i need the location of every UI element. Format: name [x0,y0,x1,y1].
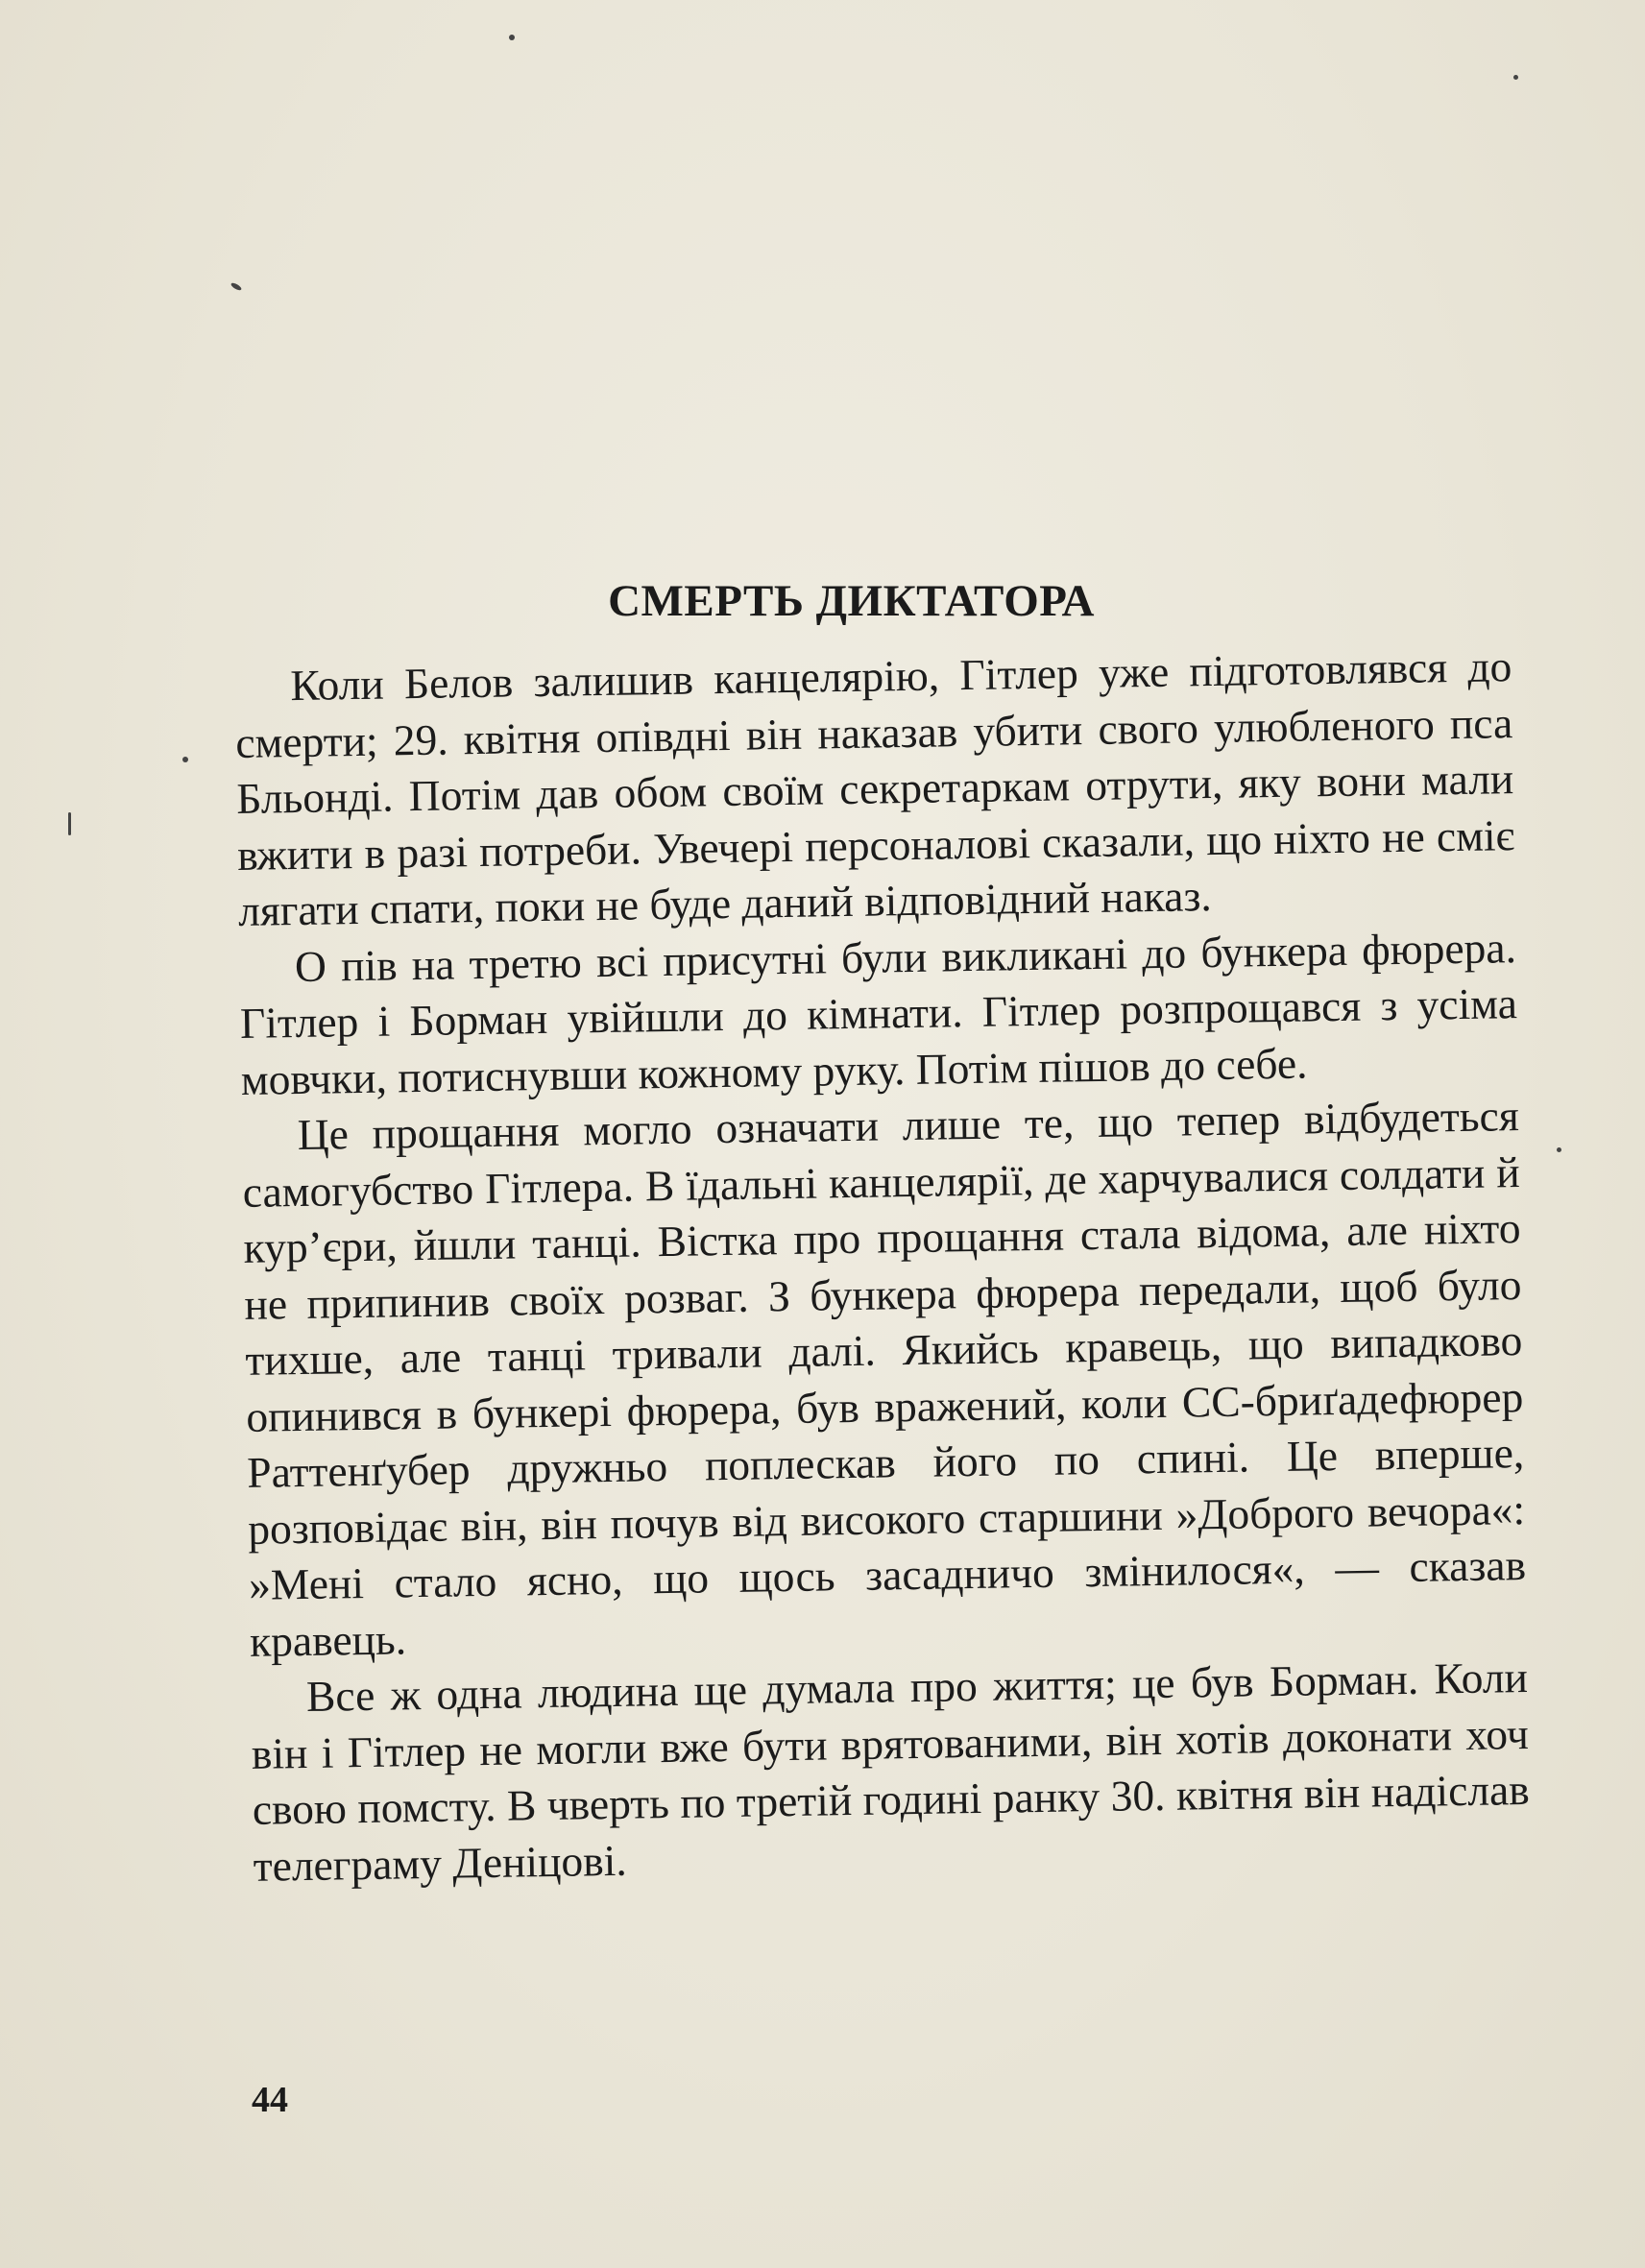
speck [182,757,188,762]
speck [68,812,71,835]
speck [509,35,515,40]
page-number: 44 [252,2080,288,2120]
paragraph: О пів на третю всі присутні були викликані до бункера фюрера. Гітлер і Борман увійшли до кімнати. Гітлер розпрощався з усіма мовчки, потиснувши кожному руку. Потім пішов до себе. [239,922,1518,1104]
paragraph: Все ж одна людина ще думала про життя; це був Борман. Коли він і Гітлер не могли вже бути врятованими, він хотів доконати хоч свою помсту. В чверть по третій годині ранку 30. квітня він надіслав телеграму Деніцові. [251,1652,1531,1891]
speck [1513,75,1518,80]
speck [1557,1147,1561,1152]
paragraph: Коли Белов залишив канцелярію, Гітлер уже підготовлявся до смерти; 29. квітня опівдні він наказав убити свого улюбленого пса Бльонді. Потім дав обом своїм секретаркам отрути, яку вони мали вжити в разі потреби. Увечері персоналові сказали, що ніхто не сміє лягати спати, поки не буде даний відповідний наказ. [234,641,1515,935]
paragraph: Це прощання могло означати лише те, що тепер відбудеться самогубство Гітлера. В їдальні канцелярії, де харчувалися солдати й кур’єри, йшли танці. Вістка про прощання стала відома, але ніхто не припинив своїх розваг. З бункера фюрера передали, щоб було тихше, але танці тривали далі. Якийсь кравець, що випадково опинився в бункері фюрера, був вражений, коли СС-бриґадефюрер Раттенґубер дружньо поплескав його по спині. Це вперше, розповідає він, він почув від високого старшини »Доброго вечора«: »Мені стало ясно, що щось засадничо змінилося«, — сказав кравець. [242,1091,1527,1666]
chapter-title: СМЕРТЬ ДИКТАТОРА [608,576,1095,627]
speck [230,281,243,291]
body-text [234,639,1531,1894]
